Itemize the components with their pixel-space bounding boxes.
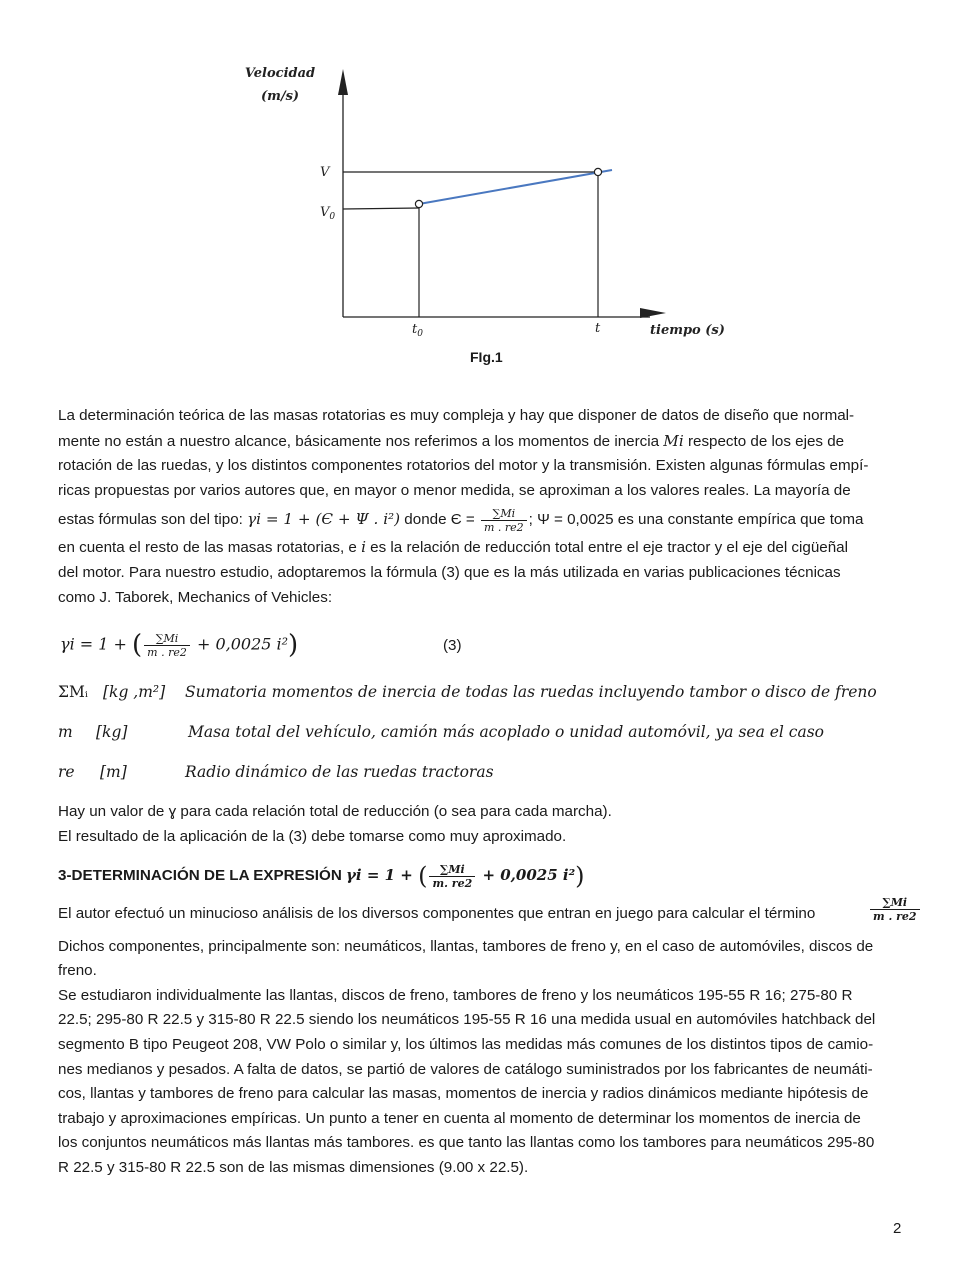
para-line: como J. Taborek, Mechanics of Vehicles:	[58, 588, 333, 606]
note-line: Hay un valor de ɣ para cada relación total de reducción (o sea para cada marcha).	[58, 803, 612, 820]
formula-3: γi = 1 + ( $\frac{\sum Mi}{m . re2}$ + 0,0025 i²)	[60, 630, 299, 660]
v0-label: $V_0$	[320, 205, 336, 222]
def-desc: Radio dinámico de las ruedas tractoras	[185, 763, 494, 781]
fraction: $\frac{\sum Mi}{m . re2}$	[870, 896, 920, 923]
y-axis-label-1: Velocidad	[244, 66, 316, 81]
para-line: del motor. Para nuestro estudio, adoptaremos la fórmula (3) que es la más utilizada en varias publicaciones técnicas	[58, 563, 841, 581]
para-line: estas fórmulas son del tipo: γi = 1 + (Є + Ψ . i²) donde Є = $\frac{\sum Mi}{m . re2}$ ; Ψ = 0,0025 es una constante empírica que toma	[58, 506, 864, 534]
para-line: freno.	[58, 962, 97, 980]
para-line: en cuenta el resto de las masas rotatorias, e i es la relación de reducción total entre el eje tractor y el eje del cigüeñal	[58, 538, 848, 557]
para-line: R 22.5 y 315-80 R 22.5 son de las mismas dimensiones (9.00 x 22.5).	[58, 1158, 529, 1176]
note-line: El resultado de la aplicación de la (3) debe tomarse como muy aproximado.	[58, 827, 567, 845]
def-desc: Sumatoria momentos de inercia de todas las ruedas incluyendo tambor o disco de freno	[185, 683, 877, 701]
def-symbol: ΣMᵢ	[58, 683, 88, 701]
section-3-body	[58, 896, 938, 1181]
para-line: rotación de las ruedas, y los distintos componentes rotatorios del motor y la transmisión. Existen algunas fórmulas empí-	[58, 457, 869, 475]
point-t0	[415, 200, 422, 207]
def-desc: Masa total del vehículo, camión más acoplado o unidad automóvil, ya sea el caso	[188, 723, 825, 741]
v0-level-line	[343, 208, 419, 209]
para-line: El autor efectuó un minucioso análisis de los diversos componentes que entran en juego para calcular el término $\frac{\sum Mi}{m . re2}$	[58, 902, 938, 927]
y-axis-arrow	[338, 69, 348, 95]
def-unit: [kg ,m²]	[103, 683, 166, 701]
fraction: $\frac{\sum Mi}{m . re2}$	[481, 507, 527, 534]
y-axis-label-2: (m/s)	[260, 89, 300, 104]
para-line: 22.5; 295-80 R 22.5 y 315-80 R 22.5 siendo los neumáticos 195-55 R 16 una medida usual en automóviles hatchback del	[58, 1011, 876, 1029]
section-3-heading: 3-DETERMINACIÓN DE LA EXPRESIÓN γi = 1 + ( $\frac{\sum Mi}{m. re2}$ + 0,0025 i²)	[58, 862, 585, 890]
velocity-time-figure	[230, 55, 750, 345]
x-axis-label: tiempo (s)	[650, 323, 725, 338]
page-number: 2	[893, 1220, 902, 1237]
formula-3-number: (3)	[443, 637, 462, 654]
para-line: Se estudiaron individualmente las llantas, discos de freno, tambores de freno y los neumáticos 195-55 R 16; 275-80 R	[58, 986, 853, 1004]
velocity-increase-line	[419, 170, 612, 204]
notes	[58, 800, 938, 849]
para-line: Dichos componentes, principalmente son: neumáticos, llantas, tambores de freno y, en el caso de automóviles, discos de	[58, 937, 874, 955]
point-t	[594, 168, 601, 175]
para-line: segmento B tipo Peugeot 208, VW Polo o similar y, los últimos las medidas más comunes de los distintos tipos de camio-	[58, 1035, 874, 1053]
fraction: $\frac{\sum Mi}{m. re2}$	[429, 863, 475, 890]
para-line: ricas propuestas por varios autores que, en mayor o menor medida, se aproximan a los valores reales. La mayoría de	[58, 481, 851, 499]
para-line: mente no están a nuestro alcance, básicamente nos referimos a los momentos de inercia Mi respecto de los ejes de	[58, 431, 845, 450]
para-line: La determinación teórica de las masas rotatorias es muy compleja y hay que disponer de datos de diseño que normal-	[58, 407, 855, 424]
def-symbol: m	[58, 723, 73, 741]
paragraph-intro	[58, 404, 938, 610]
para-line: cos, llantas y tambores de freno para calcular las masas, momentos de inercia y radios dinámicos mediante hipótesis de	[58, 1085, 869, 1103]
x-axis-arrow	[640, 308, 666, 318]
v-label: V	[320, 165, 330, 180]
para-line: los conjuntos neumáticos más llantas más tambores. es que tanto las llantas como los tambores para neumáticos 295-80	[58, 1134, 875, 1152]
para-line: nes medianos y pesados. A falta de datos, se partió de valores de catálogo suministrados por los fabricantes de neumáti-	[58, 1060, 873, 1078]
t0-label: $t_0$	[412, 322, 423, 339]
def-symbol: re	[58, 763, 75, 781]
para-line: trabajo y aproximaciones empíricas. Un punto a tener en cuenta al momento de determinar los momentos de inercia de	[58, 1109, 861, 1127]
figure-caption: FIg.1	[470, 349, 503, 365]
t-label: t	[595, 321, 601, 336]
def-unit: [kg]	[96, 723, 128, 741]
def-unit: [m]	[100, 763, 127, 781]
